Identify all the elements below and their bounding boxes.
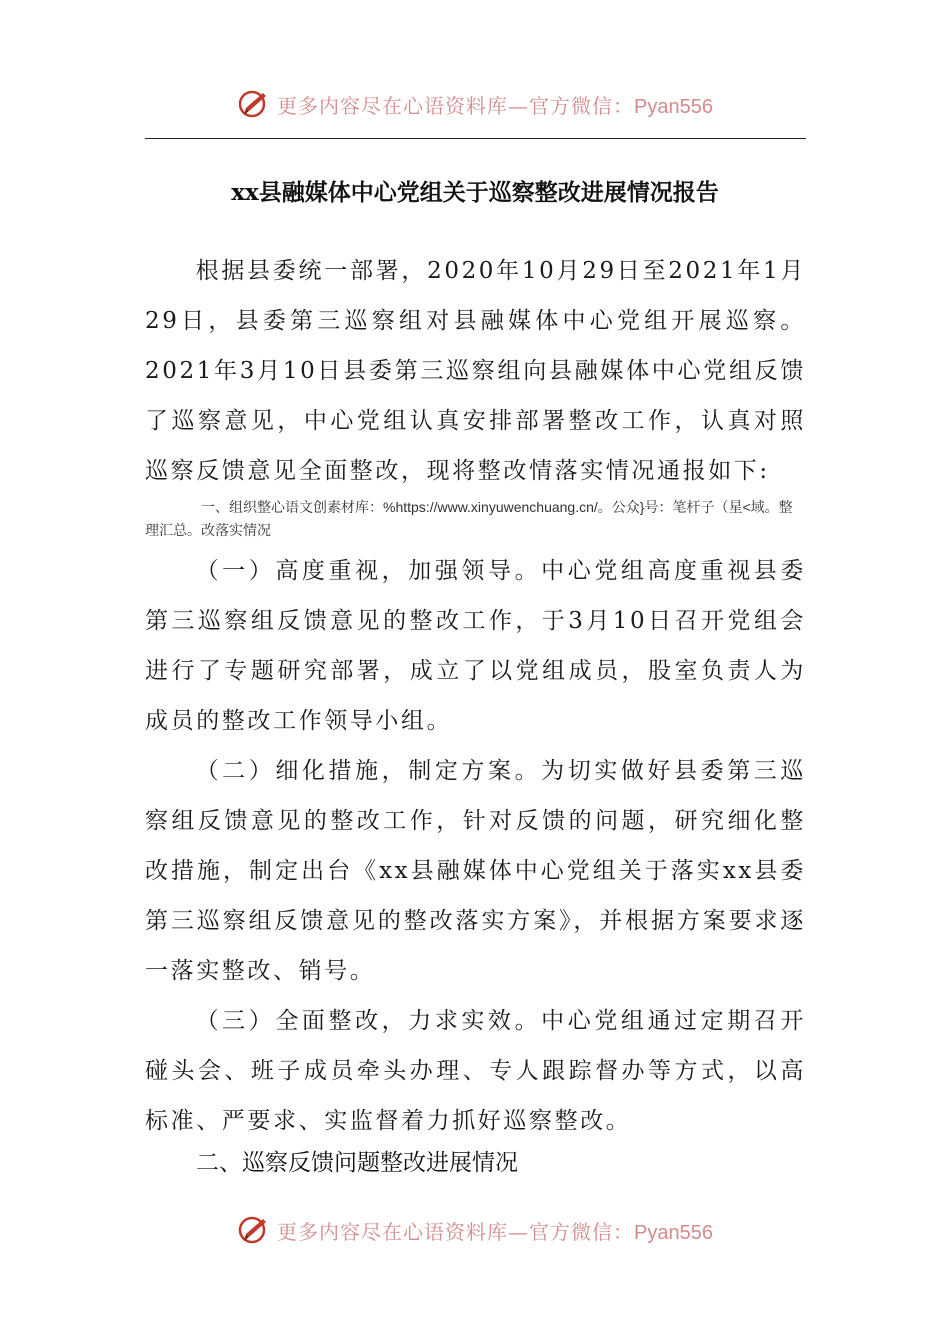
body-section (145, 546, 806, 1146)
section-heading: 二、巡察反馈问题整改进展情况 (196, 1150, 518, 1176)
header-watermark (0, 82, 950, 126)
watermark-text: 更多内容尽在心语资料库—官方微信：Pyan556 (277, 1219, 713, 1244)
inserted-note: 一、组织整心语文创素材库：%https://www.xinyuwenchuang.cn/。公众}号：笔杆子（星<域。整理汇总。改落实情况 (145, 499, 793, 538)
footer-watermark (0, 1208, 950, 1252)
pen-logo-icon (237, 87, 271, 121)
paragraph-3: （三）全面整改，力求实效。中心党组通过定期召开碰头会、班子成员牵头办理、专人跟踪督办等方式，以高标准、严要求、实监督着力抓好巡察整改。 (145, 1008, 806, 1134)
pen-logo-icon (237, 1213, 271, 1247)
header-rule (145, 138, 806, 139)
paragraph-2: （二）细化措施，制定方案。为切实做好县委第三巡察组反馈意见的整改工作，针对反馈的问题，研究细化整改措施，制定出台《xx县融媒体中心党组关于落实xx县委第三巡察组反馈意见的整改落实方案》，并根据方案要求逐一落实整改、销号。 (145, 758, 806, 984)
intro-paragraph: 根据县委统一部署，2020年10月29日至2021年1月29日，县委第三巡察组对县融媒体中心党组开展巡察。2021年3月10日县委第三巡察组向县融媒体中心党组反馈了巡察意见，中心党组认真安排部署整改工作，认真对照巡察反馈意见全面整改，现将整改情落实情况通报如下: (145, 258, 806, 484)
document-title: xx县融媒体中心党组关于巡察整改进展情况报告 (231, 179, 719, 206)
intro-section (145, 246, 806, 496)
paragraph-1: （一）高度重视，加强领导。中心党组高度重视县委第三巡察组反馈意见的整改工作，于3月10日召开党组会进行了专题研究部署，成立了以党组成员，股室负责人为成员的整改工作领导小组。 (145, 558, 806, 734)
wechat-id: Pyan556 (634, 95, 713, 118)
watermark-text: 更多内容尽在心语资料库—官方微信：Pyan556 (277, 93, 713, 118)
wechat-id: Pyan556 (634, 1221, 713, 1244)
